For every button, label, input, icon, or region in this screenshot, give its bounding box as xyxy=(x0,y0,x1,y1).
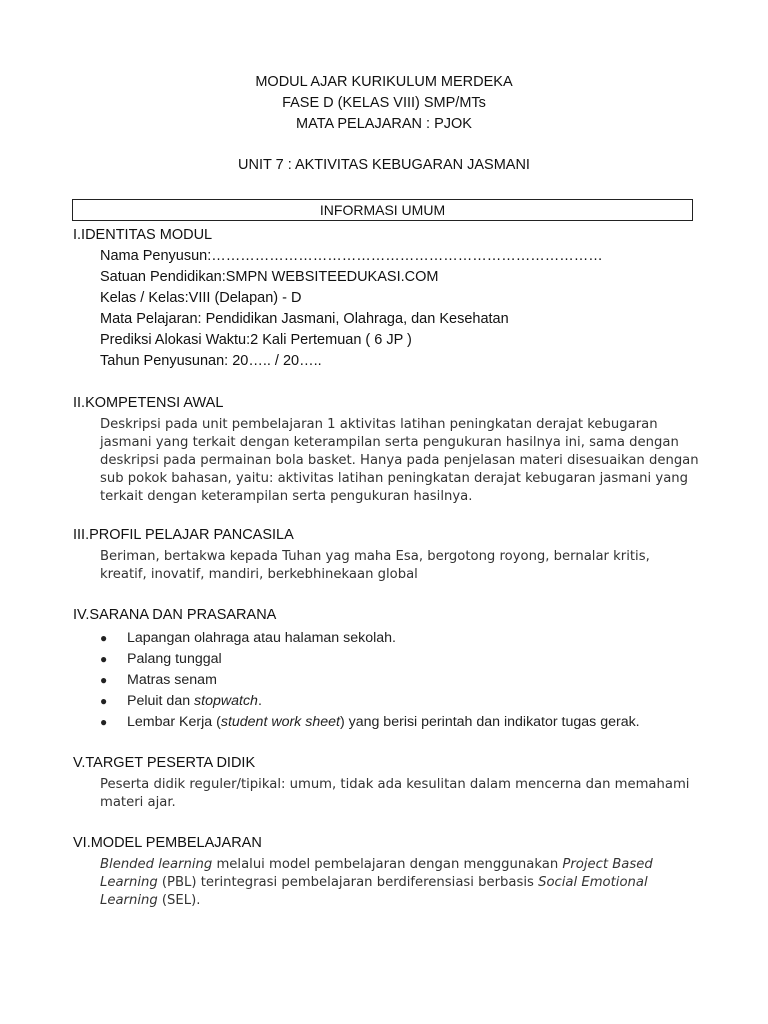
target-text: Peserta didik reguler/tipikal: umum, tidak ada kesulitan dalam mencerna dan memahami materi ajar. xyxy=(100,777,690,810)
document-header xyxy=(0,72,768,135)
bullet-icon: ● xyxy=(100,715,108,729)
list-item: ● Palang tunggal xyxy=(100,649,640,670)
model-text: Blended learning melalui model pembelajaran dengan menggunakan Project Based Learning (PBL) terintegrasi pembelajaran berdiferensiasi berbasis Social Emotional Learning (SEL). xyxy=(100,857,653,908)
section-identitas-title: I.IDENTITAS MODUL xyxy=(73,227,213,243)
header-subject: MATA PELAJARAN : PJOK xyxy=(296,116,472,132)
identitas-item: Nama Penyusun:……………………………………………………………………… xyxy=(100,248,603,264)
kompetensi-text: Deskripsi pada unit pembelajaran 1 aktivitas latihan peningkatan derajat kebugaran jasmani yang terkait dengan keterampilan serta pengukuran hasilnya ini, sama dengan deskripsi pada permainan bola basket. Hanya pada penjelasan materi disesuaikan dengan sub pokok bahasan, yaitu: aktivitas latihan peningkatan derajat kebugaran jasmani yang terkait dengan keterampilan serta pengukuran hasilnya. xyxy=(100,417,699,504)
list-item: ● Matras senam xyxy=(100,670,640,691)
section-kompetensi-title: II.KOMPETENSI AWAL xyxy=(73,395,224,411)
bullet-icon: ● xyxy=(100,673,108,687)
bullet-icon: ● xyxy=(100,631,108,645)
sarana-list xyxy=(100,628,640,733)
section-sarana-title: IV.SARANA DAN PRASARANA xyxy=(73,607,277,623)
identitas-item: Mata Pelajaran: Pendidikan Jasmani, Olahraga, dan Kesehatan xyxy=(100,311,509,327)
header-phase: FASE D (KELAS VIII) SMP/MTs xyxy=(282,95,486,111)
identitas-item: Satuan Pendidikan:SMPN WEBSITEEDUKASI.COM xyxy=(100,269,439,285)
profil-text: Beriman, bertakwa kepada Tuhan yag maha Esa, bergotong royong, bernalar kritis, kreatif, inovatif, mandiri, berkebhinekaan global xyxy=(100,549,650,582)
list-item: ● Lapangan olahraga atau halaman sekolah. xyxy=(100,628,640,649)
unit-title: UNIT 7 : AKTIVITAS KEBUGARAN JASMANI xyxy=(238,157,530,173)
identitas-item: Prediksi Alokasi Waktu:2 Kali Pertemuan ( 6 JP ) xyxy=(100,332,412,348)
bullet-icon: ● xyxy=(100,694,108,708)
section-model-title: VI.MODEL PEMBELAJARAN xyxy=(73,835,262,851)
identitas-list xyxy=(100,246,603,372)
list-item: ● Lembar Kerja (student work sheet) yang berisi perintah dan indikator tugas gerak. xyxy=(100,712,640,733)
list-item: ● Peluit dan stopwatch. xyxy=(100,691,640,712)
section-target-title: V.TARGET PESERTA DIDIK xyxy=(73,755,256,771)
info-box: INFORMASI UMUM xyxy=(72,199,693,221)
identitas-item: Kelas / Kelas:VIII (Delapan) - D xyxy=(100,290,302,306)
identitas-item: Tahun Penyusunan: 20….. / 20….. xyxy=(100,353,322,369)
bullet-icon: ● xyxy=(100,652,108,666)
header-title: MODUL AJAR KURIKULUM MERDEKA xyxy=(255,74,513,90)
section-profil-title: III.PROFIL PELAJAR PANCASILA xyxy=(73,527,294,543)
